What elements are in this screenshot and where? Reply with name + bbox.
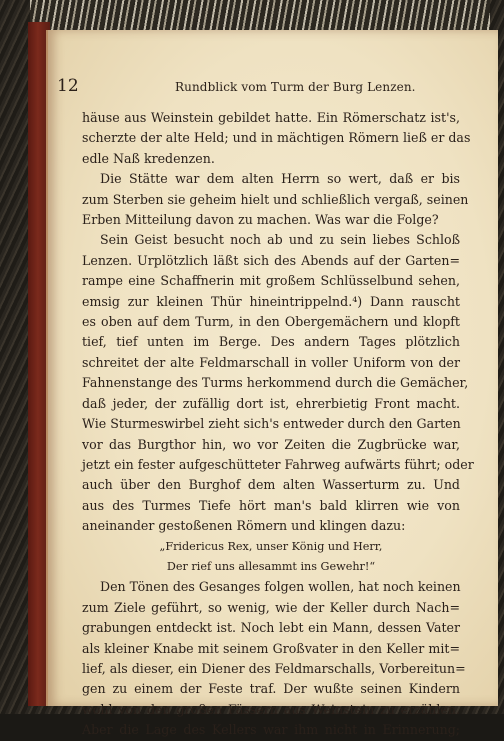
text-line: edle Naß kredenzen. — [82, 150, 215, 166]
verse-line: Der rief uns allesammt ins Gewehr!“ — [166, 559, 376, 573]
text-line: scherzte der alte Held; und in mächtigen Römern ließ er das — [82, 130, 471, 146]
text-line: häuse aus Weinstein gebildet hatte. Ein Römerschatz ist's, — [82, 110, 460, 125]
page-number: 12 — [57, 76, 79, 96]
text-line: zum Ziele geführt, so wenig, wie der Keller durch Nach= — [82, 599, 460, 615]
text-line: aus des Turmes Tiefe hört man's bald klirren wie von — [82, 497, 460, 513]
text-line: daß jeder, der zufällig dort ist, ehrerbietig Front macht. — [82, 395, 460, 411]
text-line: vor das Burgthor hin, wo vor Zeiten die Zugbrücke war, — [82, 436, 460, 452]
text-line: emsig zur kleinen Thür hineintrippelnd.⁴) Dann rauscht — [82, 293, 460, 309]
text-line: als kleiner Knabe mit seinem Großvater in den Keller mit= — [82, 640, 460, 656]
text-line: zum Sterben sie geheim hielt und schließlich vergaß, seinen — [82, 191, 469, 207]
text-line: Erben Mitteilung davon zu machen. Was war die Folge? — [82, 212, 439, 228]
text-line: lief, als dieser, ein Diener des Feldmarschalls, Vorbereitun= — [82, 660, 466, 676]
text-line: jetzt ein fester aufgeschütteter Fahrweg aufwärts führt; oder — [82, 456, 474, 472]
text-line: es oben auf dem Turm, in den Obergemächern und klopft — [82, 314, 460, 330]
verse-line: „Fridericus Rex, unser König und Herr, — [159, 539, 383, 553]
text-line: Die Stätte war dem alten Herrn so wert, daß er bis — [100, 171, 460, 187]
paragraph-block-2 — [82, 577, 466, 740]
text-line: Fahnenstange des Turms herkommend durch die Gemächer, — [82, 375, 469, 391]
paragraph-block-1 — [82, 108, 474, 537]
body-text — [82, 108, 474, 741]
text-line: auch über den Burghof dem alten Wasserturm zu. Und — [82, 477, 460, 493]
cover-pattern — [30, 0, 490, 34]
text-line: Sein Geist besucht noch ab und zu sein liebes Schloß — [100, 232, 460, 248]
text-line: wohl von den großen Fässern aus Weinstein zu erzählen. — [82, 701, 460, 717]
text-line: Den Tönen des Gesanges folgen wollen, hat noch keinen — [100, 579, 461, 595]
verse-block — [82, 537, 460, 578]
text-line: gen zu einem der Feste traf. Der wußte seinen Kindern — [82, 681, 460, 697]
running-head: Rundblick vom Turm der Burg Lenzen. — [175, 80, 416, 94]
text-line: schreitet der alte Feldmarschall in voller Uniform von der — [82, 354, 460, 370]
text-line: rampe eine Schaffnerin mit großem Schlüsselbund sehen, — [82, 273, 460, 289]
text-line: Aber die Lage des Kellers war ihm nicht in Erinnerung; — [82, 722, 460, 738]
text-line: aneinander gestoßenen Römern und klingen dazu: — [82, 518, 406, 534]
text-line: Lenzen. Urplötzlich läßt sich des Abends auf der Garten= — [82, 252, 460, 268]
text-line: Wie Sturmeswirbel zieht sich's entweder durch den Garten — [82, 416, 461, 432]
text-line: tief, tief unten im Berge. Des andern Tages plötzlich — [82, 334, 460, 350]
text-line: grabungen entdeckt ist. Noch lebt ein Mann, dessen Vater — [82, 620, 460, 636]
